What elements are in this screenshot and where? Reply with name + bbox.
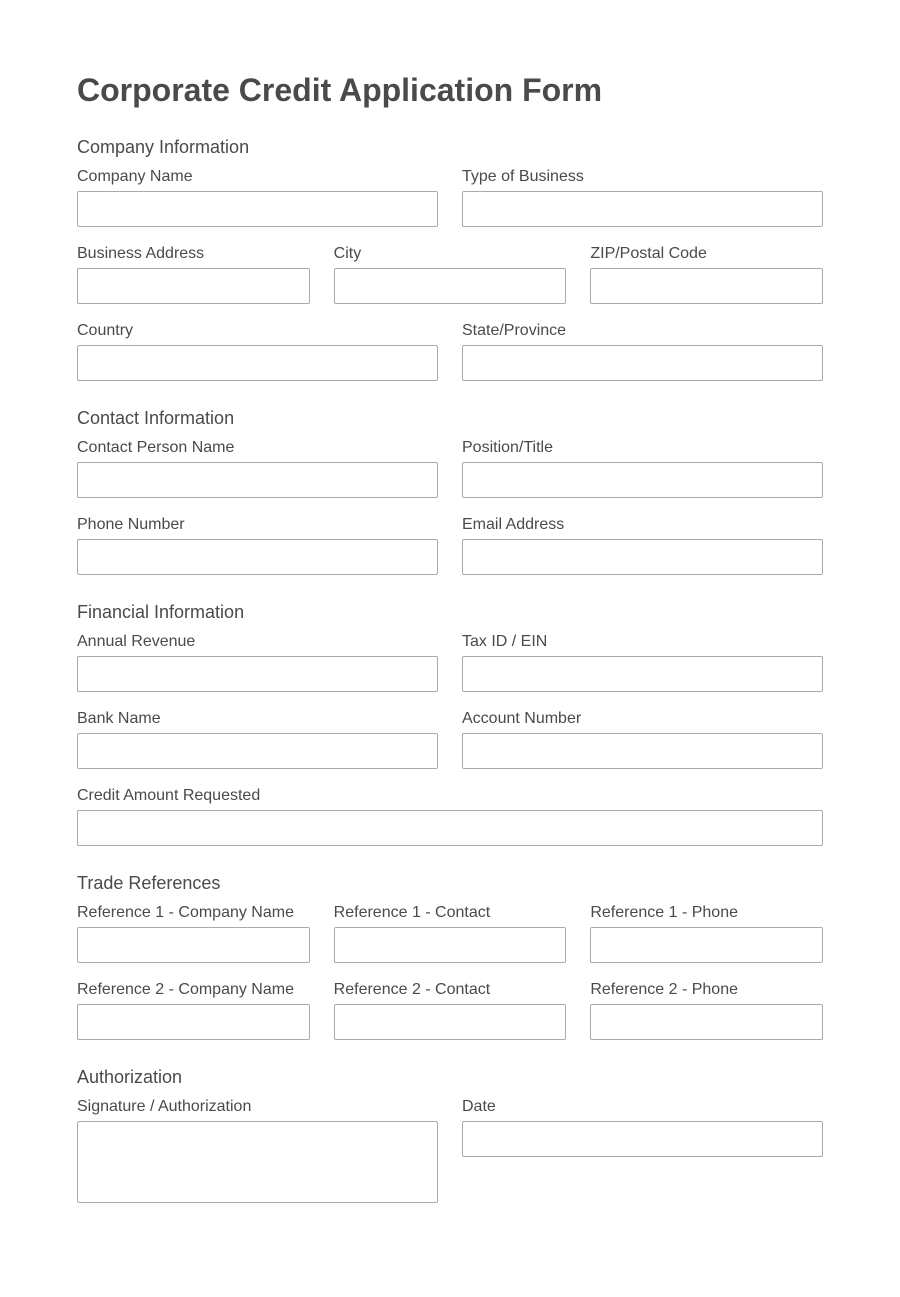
field-reference-2-phone (590, 980, 823, 1040)
field-business-address (77, 244, 310, 304)
field-type-of-business (462, 167, 823, 227)
page-title: Corporate Credit Application Form (77, 72, 603, 108)
annual-revenue-input[interactable] (77, 656, 438, 692)
form-row (77, 786, 823, 846)
field-company-name (77, 167, 438, 227)
type-of-business-input[interactable] (462, 191, 823, 227)
field-label: Country (77, 322, 134, 339)
field-label: Annual Revenue (77, 633, 196, 650)
country-input[interactable] (77, 345, 438, 381)
reference-1-contact-input[interactable] (334, 927, 567, 963)
section-contact-information (77, 408, 823, 575)
field-credit-amount-requested (77, 786, 823, 846)
form-row (77, 1097, 823, 1203)
field-label: Date (462, 1098, 496, 1115)
field-label: Position/Title (462, 439, 553, 456)
form-row (77, 167, 823, 227)
field-phone-number (77, 515, 438, 575)
field-label: Account Number (462, 710, 582, 727)
reference-1-phone-input[interactable] (590, 927, 823, 963)
field-reference-1-contact (334, 903, 567, 963)
zip-postal-code-input[interactable] (590, 268, 823, 304)
date-input[interactable] (462, 1121, 823, 1157)
field-email-address (462, 515, 823, 575)
field-label: Business Address (77, 245, 205, 262)
section-heading: Contact Information (77, 408, 235, 428)
field-label: Email Address (462, 516, 565, 533)
form-row (77, 515, 823, 575)
field-tax-id-ein (462, 632, 823, 692)
section-heading: Company Information (77, 137, 250, 157)
field-signature-authorization (77, 1097, 438, 1203)
field-reference-2-contact (334, 980, 567, 1040)
section-financial-information (77, 602, 823, 846)
section-heading: Financial Information (77, 602, 245, 622)
section-heading: Authorization (77, 1067, 183, 1087)
contact-person-name-input[interactable] (77, 462, 438, 498)
form-row (77, 244, 823, 304)
state-province-input[interactable] (462, 345, 823, 381)
reference-2-company-name-input[interactable] (77, 1004, 310, 1040)
field-label: ZIP/Postal Code (590, 245, 707, 262)
form-row (77, 321, 823, 381)
field-country (77, 321, 438, 381)
bank-name-input[interactable] (77, 733, 438, 769)
field-label: Reference 1 - Contact (333, 904, 491, 921)
section-company-information (77, 137, 823, 381)
field-label: Reference 2 - Phone (590, 981, 738, 998)
field-label: Type of Business (462, 168, 584, 185)
section-trade-references (77, 873, 823, 1040)
section-authorization (77, 1067, 823, 1203)
field-date (462, 1097, 823, 1203)
account-number-input[interactable] (462, 733, 823, 769)
field-account-number (462, 709, 823, 769)
field-reference-1-phone (590, 903, 823, 963)
field-label: Company Name (77, 168, 193, 185)
form-row (77, 709, 823, 769)
reference-1-company-name-input[interactable] (77, 927, 310, 963)
company-name-input[interactable] (77, 191, 438, 227)
field-annual-revenue (77, 632, 438, 692)
field-reference-2-company-name (77, 980, 310, 1040)
reference-2-contact-input[interactable] (334, 1004, 567, 1040)
field-label: Reference 2 - Company Name (77, 981, 294, 998)
field-label: Reference 1 - Phone (590, 904, 738, 921)
field-label: Contact Person Name (77, 439, 235, 456)
field-label: Reference 2 - Contact (333, 981, 491, 998)
field-label: State/Province (462, 322, 567, 339)
field-label: Tax ID / EIN (462, 633, 548, 650)
field-label: Reference 1 - Company Name (77, 904, 294, 921)
field-label: City (333, 245, 362, 262)
signature-authorization-textarea[interactable] (77, 1121, 438, 1203)
form-row (77, 980, 823, 1040)
credit-application-form (77, 72, 823, 1203)
field-label: Phone Number (77, 516, 185, 533)
business-address-input[interactable] (77, 268, 310, 304)
field-reference-1-company-name (77, 903, 310, 963)
field-label: Credit Amount Requested (77, 787, 261, 804)
tax-id-ein-input[interactable] (462, 656, 823, 692)
field-state-province (462, 321, 823, 381)
form-row (77, 903, 823, 963)
credit-amount-requested-input[interactable] (77, 810, 823, 846)
field-label: Signature / Authorization (77, 1098, 252, 1115)
field-bank-name (77, 709, 438, 769)
form-row (77, 632, 823, 692)
reference-2-phone-input[interactable] (590, 1004, 823, 1040)
form-row (77, 438, 823, 498)
city-input[interactable] (334, 268, 567, 304)
field-city (334, 244, 567, 304)
phone-number-input[interactable] (77, 539, 438, 575)
field-position-title (462, 438, 823, 498)
section-heading: Trade References (77, 873, 221, 893)
field-label: Bank Name (77, 710, 161, 727)
field-zip-postal-code (590, 244, 823, 304)
field-contact-person-name (77, 438, 438, 498)
email-address-input[interactable] (462, 539, 823, 575)
position-title-input[interactable] (462, 462, 823, 498)
